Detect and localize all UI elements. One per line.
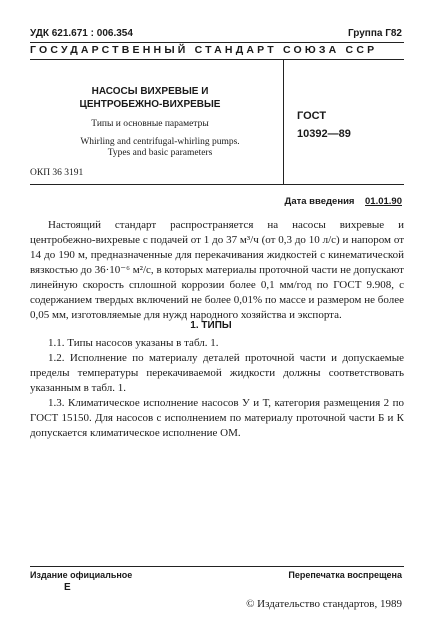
- gost-number: 10392—89: [297, 128, 351, 140]
- introduction-date: [285, 196, 402, 207]
- title-ru-line-1: НАСОСЫ ВИХРЕВЫЕ И: [91, 86, 209, 97]
- group-code: Группа Г82: [347, 28, 402, 39]
- paragraph-1-2: 1.2. Исполнение по материалу деталей проточной части и допускаемые пределы температуры перекачиваемой жидкости должны соответствовать указанным в табл. 1.: [30, 352, 404, 394]
- title-english: [60, 137, 260, 159]
- udk-code: УДК 621.671 : 006.354: [30, 28, 133, 39]
- okp-code: ОКП 36 3191: [30, 168, 84, 178]
- official-edition-label: Издание официальное: [30, 570, 133, 580]
- title-en-line-2: Types and basic parameters: [107, 148, 213, 158]
- title-ru-subtitle: Типы и основные параметры: [91, 119, 209, 129]
- title-column-divider: [283, 60, 284, 184]
- document-title: [60, 85, 240, 111]
- paragraph-1-3: 1.3. Климатическое исполнение насосов У и Т, категория размещения 2 по ГОСТ 15150. Для насосов с исполнением по материалу проточной части Б и К допускается климатическое исполнение ОМ.: [30, 397, 404, 439]
- intro-paragraph: Настоящий стандарт распространяется на насосы вихревые и центробежно-вихревые с подачей от 1 до 37 м³/ч (от 0,3 до 10 л/с) и напором от 14 до 190 м, предназначенные для перекачивания жидкостей с кинематической вязкостью до 36·10⁻⁶ м²/с, в которых материалы проточной части не допускают линейную скорость сплошной коррозии более 0,1 мм/год по ГОСТ 9.908, с содержанием твердых включений не более 0,01% по массе и размером не более 0,05 мм, изготовляемые для нужд народного хозяйства и экспорта.: [30, 219, 404, 321]
- copyright-notice: © Издательство стандартов, 1989: [246, 598, 402, 610]
- reprint-notice: Перепечатка воспрещена: [288, 570, 402, 580]
- title-en-line-1: Whirling and centrifugal-whirling pumps.: [80, 137, 240, 147]
- section-1-heading: 1. ТИПЫ: [190, 320, 232, 331]
- state-standard-banner: ГОСУДАРСТВЕННЫЙ СТАНДАРТ СОЮЗА ССР: [30, 44, 378, 56]
- header-bottom-rule: [30, 184, 404, 185]
- intro-date-label: Дата введения: [284, 196, 355, 207]
- banner-rule: [30, 59, 404, 60]
- footer-rule: [30, 566, 404, 567]
- top-rule: [30, 42, 404, 43]
- title-ru-line-2: ЦЕНТРОБЕЖНО-ВИХРЕВЫЕ: [79, 99, 221, 110]
- edition-letter: Е: [64, 582, 71, 593]
- paragraph-1-1: 1.1. Типы насосов указаны в табл. 1.: [48, 337, 219, 349]
- gost-label: ГОСТ: [297, 110, 327, 122]
- intro-date-value: 01.01.90: [365, 196, 402, 207]
